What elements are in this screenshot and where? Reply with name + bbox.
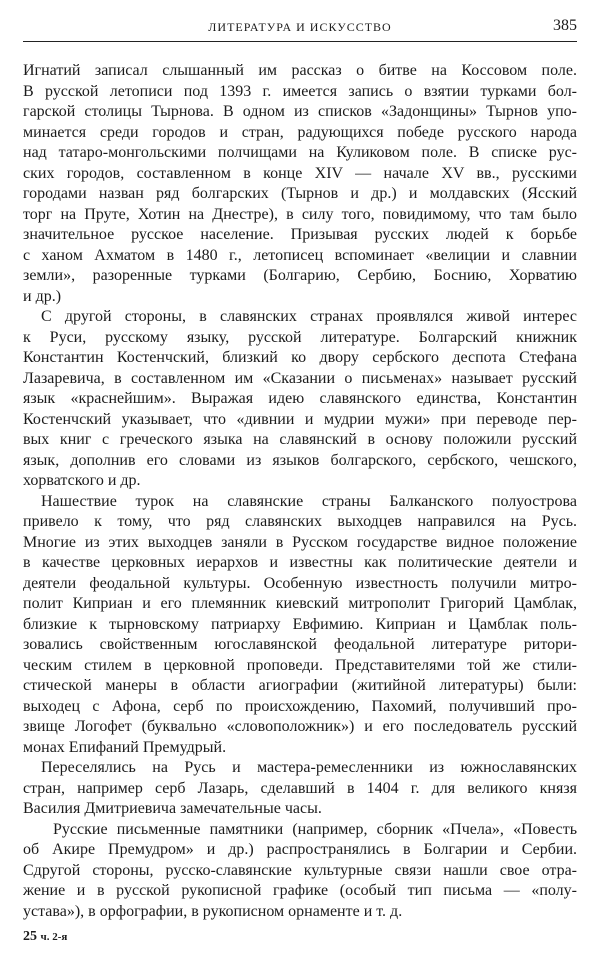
text-line: деятели феодальной культуры. Особенную известность получили митро- [23, 574, 577, 592]
text-line: Игнатий записал слышанный им рассказ о битве на Коссовом поле. [23, 62, 577, 79]
text-line: Сдругой стороны, русско-славянские культурные связи нашли свое отра- [23, 861, 577, 879]
text-line: вых книг с греческого языка на славянский в основу положили русский [23, 431, 577, 448]
text-line: с ханом Ахматом в 1480 г., летописец вспоминает «велиции и славнии [23, 246, 577, 264]
paragraph [23, 820, 577, 923]
text-line: полит Киприан и его племянник киевский митрополит Григорий Цамблак, [23, 595, 577, 612]
page-header [23, 17, 577, 39]
text-line: Русские письменные памятники (например, сборник «Пчела», «Повесть [53, 820, 577, 838]
text-line: хорватского и др. [23, 472, 141, 489]
text-line: язык «краснейшим». Выражая идею славянского единства, Константин [23, 390, 577, 407]
text-line: звище Логофет (буквально «словоположник») и его последователь русский [23, 718, 577, 735]
text-line: в качестве церковных иерархов и известны как политические деятели и [23, 554, 577, 571]
text-line: Лазаревича, в составленном им «Сказании о письменах» называет русский [23, 369, 577, 387]
text-line: ческим стилем в церковной проповеди. Представителями той же стили- [23, 656, 577, 674]
text-line: об Акире Премудром» и др.) распространялись в Болгарии и Сербии. [23, 841, 577, 858]
text-line: Многие из этих выходцев заняли в Русском государстве видное положение [23, 533, 577, 551]
text-line: значительное русское население. Призывая русских людей к борьбе [23, 226, 577, 243]
text-line: городами назван ряд болгарских (Тырнов и др.) и молдавских (Ясский [23, 185, 577, 202]
paragraph [23, 61, 577, 307]
text-line: торг на Пруте, Хотин на Днестре), в силу того, повидимому, что там было [23, 205, 577, 223]
text-line: стран, например серб Лазарь, сделавший в 1404 г. для великого князя [23, 779, 577, 797]
text-line: стической манеры в области агиографии (житийной литературы) были: [23, 677, 577, 694]
header-rule [23, 41, 577, 42]
running-title: ЛИТЕРАТУРА И ИСКУССТВО [208, 20, 392, 34]
text-line: гарской столицы Тырнова. В одном из списков «Задонщины» Тырнов упо- [23, 103, 577, 120]
text-line: зовались свойственным югославянской феодальной литературе ритори- [23, 636, 577, 653]
text-line: земли», разоренные турками (Болгарию, Сербию, Боснию, Хорватию [23, 267, 577, 284]
paragraph [23, 492, 577, 759]
page-number: 385 [553, 17, 577, 34]
text-line: ских городов, составленном в конце XIV — начале XV вв., русскими [23, 164, 577, 182]
signature-number: 25 [23, 929, 37, 944]
signature-label: ч. 2-я [40, 931, 68, 943]
text-line: С другой стороны, в славянских странах проявлялся живой интерес [41, 308, 577, 325]
text-line: жение и в русской рукописной графике (особый тип письма — «полу- [23, 882, 577, 899]
body-text [23, 61, 577, 922]
printer-signature [23, 929, 67, 945]
text-line: и др.) [23, 287, 62, 305]
text-line: Василия Дмитриевича замечательные часы. [23, 800, 322, 817]
text-line: устава»), в орфографии, в рукописном орнаменте и т. д. [23, 902, 403, 920]
text-line: Нашествие турок на славянские страны Балканского полуострова [41, 492, 577, 510]
text-line: привело к тому, что ряд славянских выходцев направился на Русь. [23, 513, 577, 530]
text-line: выходец с Афона, серб по происхождению, Пахомий, получивший про- [23, 697, 577, 715]
paragraph [23, 758, 577, 820]
text-line: монах Епифаний Премудрый. [23, 738, 227, 756]
text-line: близкие к тырновскому патриарху Евфимию. Киприан и Цамблак поль- [23, 615, 577, 633]
paragraph [23, 307, 577, 492]
text-line: минается среди городов и стран, радующихся победе русского народа [23, 123, 577, 141]
text-line: Константин Костенчский, близкий ко двору сербского деспота Стефана [23, 349, 577, 366]
text-line: язык, дополнив его словами из языков болгарского, сербского, чешского, [23, 451, 577, 469]
text-line: Переселялись на Русь и мастера-ремесленники из южнославянских [41, 759, 577, 776]
text-line: В русской летописи под 1393 г. имеется запись о взятии турками бол- [23, 82, 577, 100]
text-line: над татаро-монгольскими полчищами на Куликовом поле. В списке рус- [23, 144, 577, 161]
text-line: Костенчский указывает, что «дивнии и мудрии мужи» при переводе пер- [23, 410, 577, 428]
text-line: к Руси, русскому языку, русской литературе. Болгарский книжник [23, 328, 577, 346]
